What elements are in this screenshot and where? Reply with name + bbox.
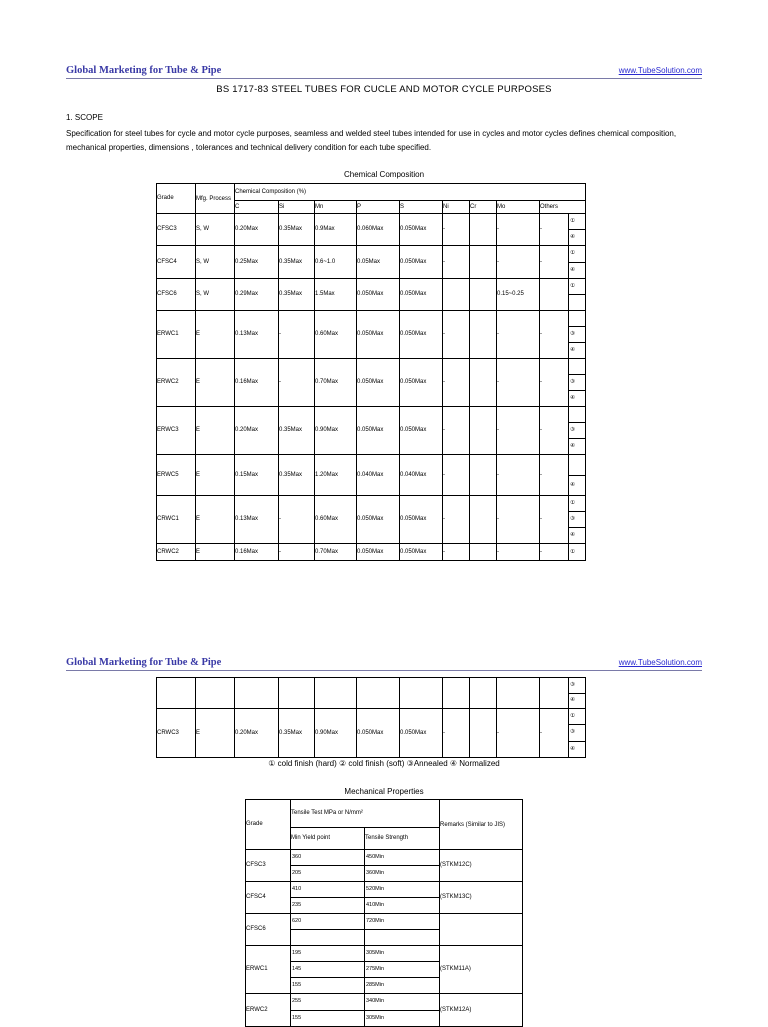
grade-header: Grade	[157, 184, 196, 214]
cell-cr	[470, 311, 497, 359]
condition-mark: ①	[569, 246, 585, 263]
cell-s	[400, 678, 443, 709]
cell-yield	[291, 994, 365, 1027]
cell-cr	[470, 359, 497, 407]
cell-cr	[470, 709, 497, 758]
cell-c: 0.16Max	[235, 359, 279, 407]
cell-others: -	[540, 311, 569, 359]
cell-mn: 0.6~1.0	[315, 246, 357, 279]
value: 360Min	[366, 870, 385, 876]
condition-mark: ④	[570, 745, 575, 752]
value: 340Min	[365, 994, 439, 1011]
condition-mark: ①	[569, 709, 585, 725]
col-others: Others	[540, 201, 586, 214]
cell-process: S, W	[196, 246, 235, 279]
condition-mark: ③	[569, 423, 585, 439]
cell-c: 0.15Max	[235, 455, 279, 496]
cell-strength	[365, 850, 440, 882]
mechanical-properties-table	[245, 799, 523, 1027]
cell-s: 0.050Max	[400, 311, 443, 359]
value: 450Min	[365, 850, 439, 866]
value: 410	[291, 882, 364, 898]
chem-row	[157, 311, 586, 359]
value: 620	[291, 914, 364, 930]
condition-cell	[569, 455, 586, 496]
chemical-composition-table	[156, 183, 586, 561]
cell-c	[235, 678, 279, 709]
cell-process: E	[196, 359, 235, 407]
cell-strength	[365, 882, 440, 914]
page-header-2	[66, 657, 702, 673]
grade-header: Grade	[246, 800, 291, 850]
cell-others	[540, 678, 569, 709]
cell-s: 0.040Max	[400, 455, 443, 496]
cell-ni: -	[443, 407, 470, 455]
cell-mo: -	[497, 407, 540, 455]
cell-p	[357, 678, 400, 709]
condition-mark: ①	[570, 548, 575, 555]
cell-yield	[291, 946, 365, 994]
cell-mn: 0.70Max	[315, 359, 357, 407]
cell-cr	[470, 279, 497, 311]
cell-si: -	[279, 544, 315, 561]
cell-process	[196, 678, 235, 709]
condition-mark: ①	[569, 214, 585, 230]
cell-mo: -	[497, 214, 540, 246]
cell-grade	[157, 678, 196, 709]
cell-process: E	[196, 455, 235, 496]
value: 305Min	[365, 946, 439, 962]
condition-mark	[569, 407, 585, 423]
cell-others: -	[540, 455, 569, 496]
condition-mark: ①	[569, 279, 585, 295]
cell-mn: 0.60Max	[315, 311, 357, 359]
col-si: Si	[279, 201, 315, 214]
col-mn: Mn	[315, 201, 357, 214]
cell-s: 0.050Max	[400, 246, 443, 279]
cell-process: E	[196, 407, 235, 455]
yield-header: Min Yield point	[291, 828, 365, 850]
cell-grade: ERWC2	[157, 359, 196, 407]
condition-mark: ④	[570, 532, 575, 538]
col-cr: Cr	[470, 201, 497, 214]
chem-row	[157, 544, 586, 561]
cell-c: 0.25Max	[235, 246, 279, 279]
cell-grade: ERWC1	[246, 946, 291, 994]
cell-s: 0.050Max	[400, 709, 443, 758]
condition-cell	[569, 678, 586, 709]
condition-cell	[569, 407, 586, 455]
value: 155	[292, 982, 302, 988]
scope-heading: 1. SCOPE	[66, 113, 103, 122]
cell-si: -	[279, 359, 315, 407]
cell-others: -	[540, 544, 569, 561]
value	[291, 930, 364, 945]
value: 305Min	[366, 1014, 385, 1021]
value: 255	[291, 994, 364, 1011]
col-ni: Ni	[443, 201, 470, 214]
condition-mark	[569, 295, 585, 310]
mech-row	[246, 882, 523, 914]
cell-grade: ERWC1	[157, 311, 196, 359]
value: 195	[291, 946, 364, 962]
cell-mn: 0.90Max	[315, 407, 357, 455]
cell-cr	[470, 246, 497, 279]
mech-row	[246, 850, 523, 882]
condition-mark: ③	[569, 725, 585, 741]
cell-ni: -	[443, 496, 470, 544]
scope-text: Specification for steel tubes for cycle and motor cycle purposes, seamless and welded steel tubes intended for use in cycles and motor cycles defines chemical composition, mechanical properties, dimensions , tolerances and technical delivery condition for each tube specified.	[66, 129, 677, 152]
chem-row	[157, 214, 586, 246]
website-link[interactable]: www.TubeSolution.com	[618, 658, 702, 667]
cell-mn: 0.9Max	[315, 214, 357, 246]
condition-mark: ④	[570, 266, 575, 273]
cell-cr	[470, 544, 497, 561]
value: 155	[292, 1014, 302, 1021]
header-rule	[66, 670, 702, 671]
mech-row	[246, 914, 523, 946]
condition-cell	[569, 359, 586, 407]
cell-mo: -	[497, 311, 540, 359]
cell-s: 0.050Max	[400, 214, 443, 246]
col-s: S	[400, 201, 443, 214]
cell-c: 0.20Max	[235, 407, 279, 455]
cell-remarks: (STKM11A)	[440, 946, 523, 994]
condition-mark: ④	[570, 234, 575, 240]
cell-p: 0.050Max	[357, 496, 400, 544]
chem-row	[157, 496, 586, 544]
condition-mark: ③	[569, 512, 585, 528]
cell-others: -	[540, 496, 569, 544]
cell-s: 0.050Max	[400, 544, 443, 561]
cell-mn: 0.70Max	[315, 544, 357, 561]
process-header: Mfg. Process	[196, 184, 235, 214]
cell-p: 0.050Max	[357, 279, 400, 311]
cell-p: 0.050Max	[357, 544, 400, 561]
cell-process: S, W	[196, 279, 235, 311]
cell-ni: -	[443, 709, 470, 758]
cell-mo	[497, 678, 540, 709]
col-mo: Mo	[497, 201, 540, 214]
cell-si: 0.35Max	[279, 279, 315, 311]
cell-grade: ERWC5	[157, 455, 196, 496]
condition-cell	[569, 496, 586, 544]
condition-mark: ④	[570, 443, 575, 449]
cell-si: 0.35Max	[279, 455, 315, 496]
cell-strength	[365, 946, 440, 994]
cell-yield	[291, 850, 365, 882]
condition-mark: ④	[570, 481, 575, 488]
condition-mark	[569, 455, 585, 476]
cell-ni: -	[443, 544, 470, 561]
chem-row	[157, 455, 586, 496]
cell-ni	[443, 678, 470, 709]
mech-row	[246, 946, 523, 994]
cell-s: 0.050Max	[400, 496, 443, 544]
cell-p: 0.050Max	[357, 709, 400, 758]
cell-yield	[291, 914, 365, 946]
cell-ni: -	[443, 311, 470, 359]
cell-grade: CRWC2	[157, 544, 196, 561]
cell-others: -	[540, 709, 569, 758]
condition-cell	[569, 709, 586, 758]
cell-mo: -	[497, 544, 540, 561]
cell-grade: ERWC3	[157, 407, 196, 455]
condition-cell	[569, 214, 586, 246]
cell-grade: CFSC4	[157, 246, 196, 279]
cell-grade: CRWC1	[157, 496, 196, 544]
strength-header: Tensile Strength	[365, 828, 440, 850]
cell-ni: -	[443, 214, 470, 246]
value: 145	[291, 962, 364, 978]
value: 275Min	[365, 962, 439, 978]
cell-process: E	[196, 544, 235, 561]
cell-mo: -	[497, 709, 540, 758]
condition-mark	[569, 359, 585, 375]
cell-p: 0.050Max	[357, 311, 400, 359]
cell-mn: 0.60Max	[315, 496, 357, 544]
cell-others: -	[540, 214, 569, 246]
cell-mn: 1.5Max	[315, 279, 357, 311]
value	[365, 930, 439, 945]
cell-ni	[443, 279, 470, 311]
cell-si: -	[279, 311, 315, 359]
cell-mo: 0.15~0.25	[497, 279, 540, 311]
condition-mark: ③	[569, 678, 585, 694]
cell-mo: -	[497, 246, 540, 279]
composition-header: Chemical Composition (%)	[235, 184, 586, 201]
condition-mark	[569, 311, 585, 327]
brand-name: Global Marketing for Tube & Pipe	[66, 65, 222, 76]
cell-c: 0.13Max	[235, 496, 279, 544]
chem-row	[157, 678, 586, 709]
cell-p: 0.040Max	[357, 455, 400, 496]
remarks-header: Remarks (Similar to JIS)	[440, 800, 523, 850]
cell-c: 0.20Max	[235, 214, 279, 246]
cell-c: 0.29Max	[235, 279, 279, 311]
cell-others: -	[540, 359, 569, 407]
condition-cell	[569, 311, 586, 359]
cell-strength	[365, 994, 440, 1027]
cell-cr	[470, 678, 497, 709]
cell-grade: CRWC3	[157, 709, 196, 758]
cell-remarks	[440, 914, 523, 946]
cell-mo: -	[497, 455, 540, 496]
condition-mark: ①	[569, 496, 585, 512]
col-p: P	[357, 201, 400, 214]
value: 235	[292, 902, 302, 908]
cell-grade: CFSC3	[246, 850, 291, 882]
condition-legend: ① cold finish (hard) ② cold finish (soft) ③Annealed ④ Normalized	[268, 759, 500, 768]
cell-p: 0.050Max	[357, 407, 400, 455]
value: 410Min	[366, 902, 385, 908]
cell-grade: CFSC4	[246, 882, 291, 914]
mech-row	[246, 994, 523, 1027]
value: 205	[292, 870, 302, 876]
cell-c: 0.13Max	[235, 311, 279, 359]
cell-p: 0.050Max	[357, 359, 400, 407]
cell-ni: -	[443, 246, 470, 279]
cell-c: 0.20Max	[235, 709, 279, 758]
cell-others: -	[540, 407, 569, 455]
cell-remarks: (STKM13C)	[440, 882, 523, 914]
cell-si: -	[279, 496, 315, 544]
cell-mn: 1.20Max	[315, 455, 357, 496]
value: 520Min	[365, 882, 439, 898]
cell-ni: -	[443, 455, 470, 496]
condition-mark: ③	[569, 375, 585, 391]
cell-si: 0.35Max	[279, 214, 315, 246]
condition-mark: ④	[570, 395, 575, 401]
cell-process: E	[196, 311, 235, 359]
condition-mark: ③	[569, 327, 585, 343]
mech-caption: Mechanical Properties	[344, 787, 424, 796]
condition-cell	[569, 544, 586, 561]
website-link[interactable]: www.TubeSolution.com	[618, 66, 702, 75]
header-rule	[66, 78, 702, 79]
chem-row	[157, 709, 586, 758]
cell-p: 0.060Max	[357, 214, 400, 246]
cell-cr	[470, 214, 497, 246]
cell-process: S, W	[196, 214, 235, 246]
chemical-composition-table-continued	[156, 677, 586, 758]
cell-mn: 0.90Max	[315, 709, 357, 758]
cell-grade: CFSC6	[246, 914, 291, 946]
cell-grade: ERWC2	[246, 994, 291, 1027]
cell-mo: -	[497, 359, 540, 407]
cell-si: 0.35Max	[279, 246, 315, 279]
chem-row	[157, 246, 586, 279]
cell-remarks: (STKM12C)	[440, 850, 523, 882]
cell-others: -	[540, 246, 569, 279]
tensile-header: Tensile Test MPa or N/mm²	[291, 800, 440, 828]
cell-cr	[470, 407, 497, 455]
cell-remarks: (STKM12A)	[440, 994, 523, 1027]
cell-cr	[470, 496, 497, 544]
cell-cr	[470, 455, 497, 496]
cell-ni: -	[443, 359, 470, 407]
condition-mark: ④	[570, 347, 575, 353]
cell-yield	[291, 882, 365, 914]
cell-others	[540, 279, 569, 311]
cell-s: 0.050Max	[400, 279, 443, 311]
brand-name: Global Marketing for Tube & Pipe	[66, 657, 222, 668]
cell-si: 0.35Max	[279, 407, 315, 455]
cell-p: 0.05Max	[357, 246, 400, 279]
value: 720Min	[365, 914, 439, 930]
cell-process: E	[196, 496, 235, 544]
condition-cell	[569, 246, 586, 279]
page-header	[66, 65, 702, 81]
cell-mn	[315, 678, 357, 709]
chem-row	[157, 279, 586, 311]
cell-c: 0.16Max	[235, 544, 279, 561]
chem-row	[157, 407, 586, 455]
cell-si: 0.35Max	[279, 709, 315, 758]
condition-cell	[569, 279, 586, 311]
chem-row	[157, 359, 586, 407]
cell-s: 0.050Max	[400, 359, 443, 407]
col-c: C	[235, 201, 279, 214]
document-title: BS 1717-83 STEEL TUBES FOR CUCLE AND MOTOR CYCLE PURPOSES	[216, 84, 552, 95]
cell-grade: CFSC6	[157, 279, 196, 311]
value: 360	[291, 850, 364, 866]
value: 285Min	[366, 982, 385, 988]
condition-mark: ④	[570, 697, 575, 704]
cell-process: E	[196, 709, 235, 758]
cell-si	[279, 678, 315, 709]
chem-caption: Chemical Composition	[343, 170, 425, 179]
cell-grade: CFSC3	[157, 214, 196, 246]
cell-strength	[365, 914, 440, 946]
cell-mo: -	[497, 496, 540, 544]
cell-s: 0.050Max	[400, 407, 443, 455]
